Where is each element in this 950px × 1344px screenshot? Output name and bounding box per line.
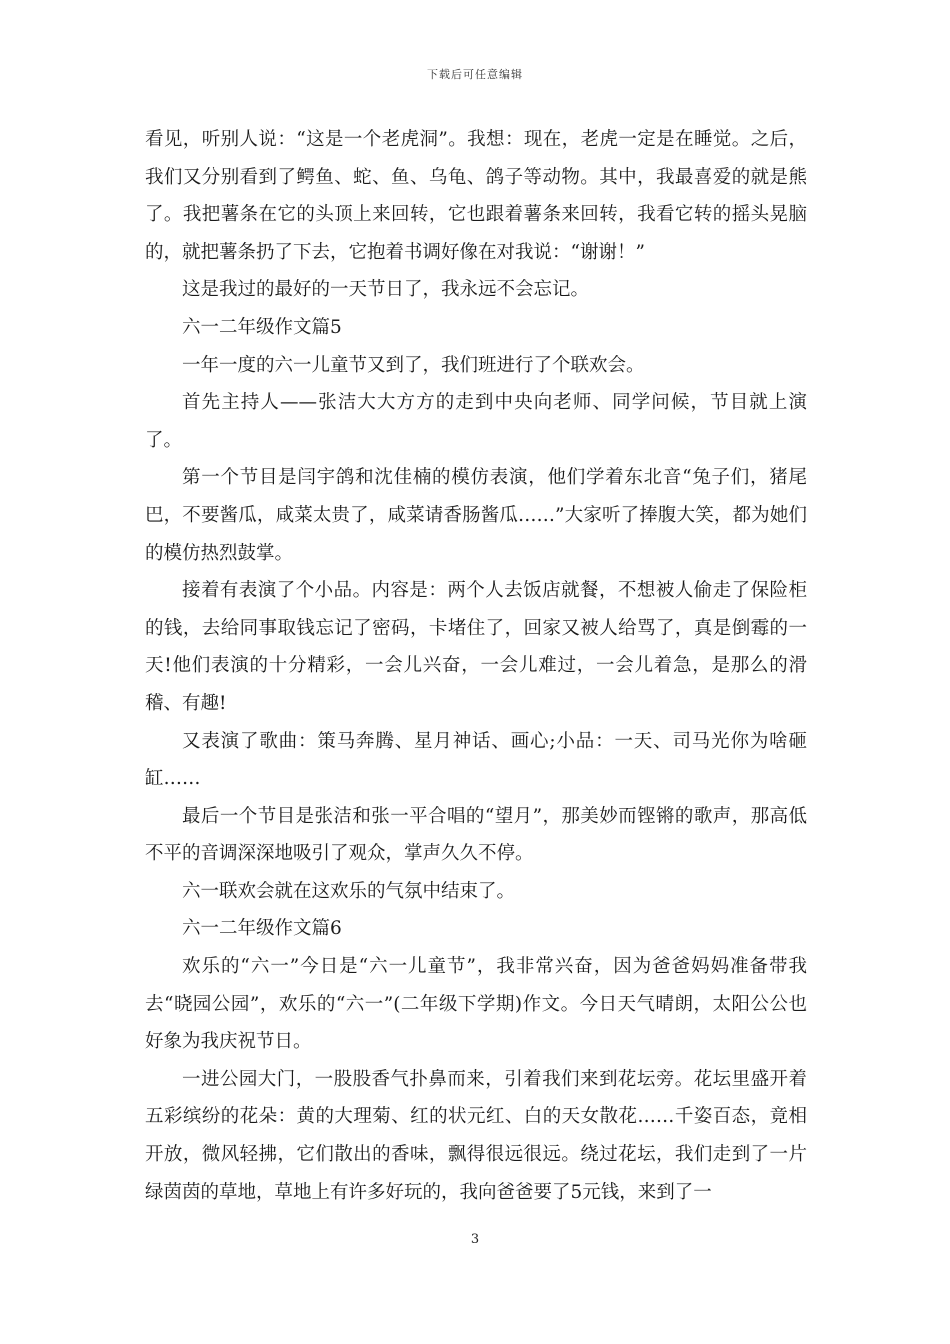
paragraph: 最后一个节目是张洁和张一平合唱的“望月”，那美妙而铿锵的歌声，那高低不平的音调深深地吸引了观众，掌声久久不停。 (145, 805, 807, 865)
paragraph: 这是我过的最好的一天节日了，我永远不会忘记。 (182, 279, 590, 301)
paragraph: 欢乐的“六一”今日是“六一儿童节”，我非常兴奋，因为爸爸妈妈准备带我去“晓园公园”，欢乐的“六一”(二年级下学期)作文。今日天气晴朗，太阳公公也好象为我庆祝节日。 (145, 956, 807, 1053)
page-number: 3 (470, 1232, 480, 1247)
paragraph: 首先主持人——张洁大大方方的走到中央向老师、同学问候，节目就上演了。 (145, 392, 807, 451)
paragraph: 一进公园大门，一股股香气扑鼻而来，引着我们来到花坛旁。花坛里盛开着五彩缤纷的花朵：黄的大理菊、红的状元红、白的天女散花……千姿百态，竟相开放，微风轻拂，它们散出的香味，飘得很远很远。绕过花坛，我们走到了一片绿茵茵的草地，草地上有许多好玩的，我向爸爸要了5元钱，来到了一 (145, 1068, 807, 1203)
paragraph: 接着有表演了个小品。内容是：两个人去饭店就餐，不想被人偷走了保险柜的钱，去给同事取钱忘记了密码，卡堵住了，回家又被人给骂了，真是倒霉的一天!他们表演的十分精彩，一会儿兴奋，一会儿难过，一会儿着急，是那么的滑稽、有趣! (145, 580, 807, 714)
page-header: 下载后可任意编辑 (427, 68, 523, 81)
paragraph: 一年一度的六一儿童节又到了，我们班进行了个联欢会。 (182, 354, 645, 376)
paragraph: 六一联欢会就在这欢乐的气氛中结束了。 (182, 880, 516, 902)
paragraph: 第一个节目是闫宇鸽和沈佳楠的模仿表演，他们学着东北音“兔子们，猪尾巴，不要酱瓜，咸菜太贵了，咸菜请香肠酱瓜……”大家听了捧腹大笑，都为她们的模仿热烈鼓掌。 (145, 467, 807, 564)
paragraph: 看见，听别人说：“这是一个老虎洞”。我想：现在，老虎一定是在睡觉。之后，我们又分别看到了鳄鱼、蛇、鱼、乌龟、鸽子等动物。其中，我最喜爱的就是熊了。我把薯条在它的头顶上来回转，它也跟着薯条来回转，我看它转的摇头晃脑的，就把薯条扔了下去，它抱着书调好像在对我说：“谢谢！” (145, 129, 807, 263)
document-body (145, 121, 807, 1211)
section-heading: 六一二年级作文篇5 (182, 316, 342, 338)
paragraph: 又表演了歌曲：策马奔腾、星月神话、画心;小品：一天、司马光你为啥砸缸…… (145, 730, 807, 790)
section-heading: 六一二年级作文篇6 (182, 918, 342, 940)
